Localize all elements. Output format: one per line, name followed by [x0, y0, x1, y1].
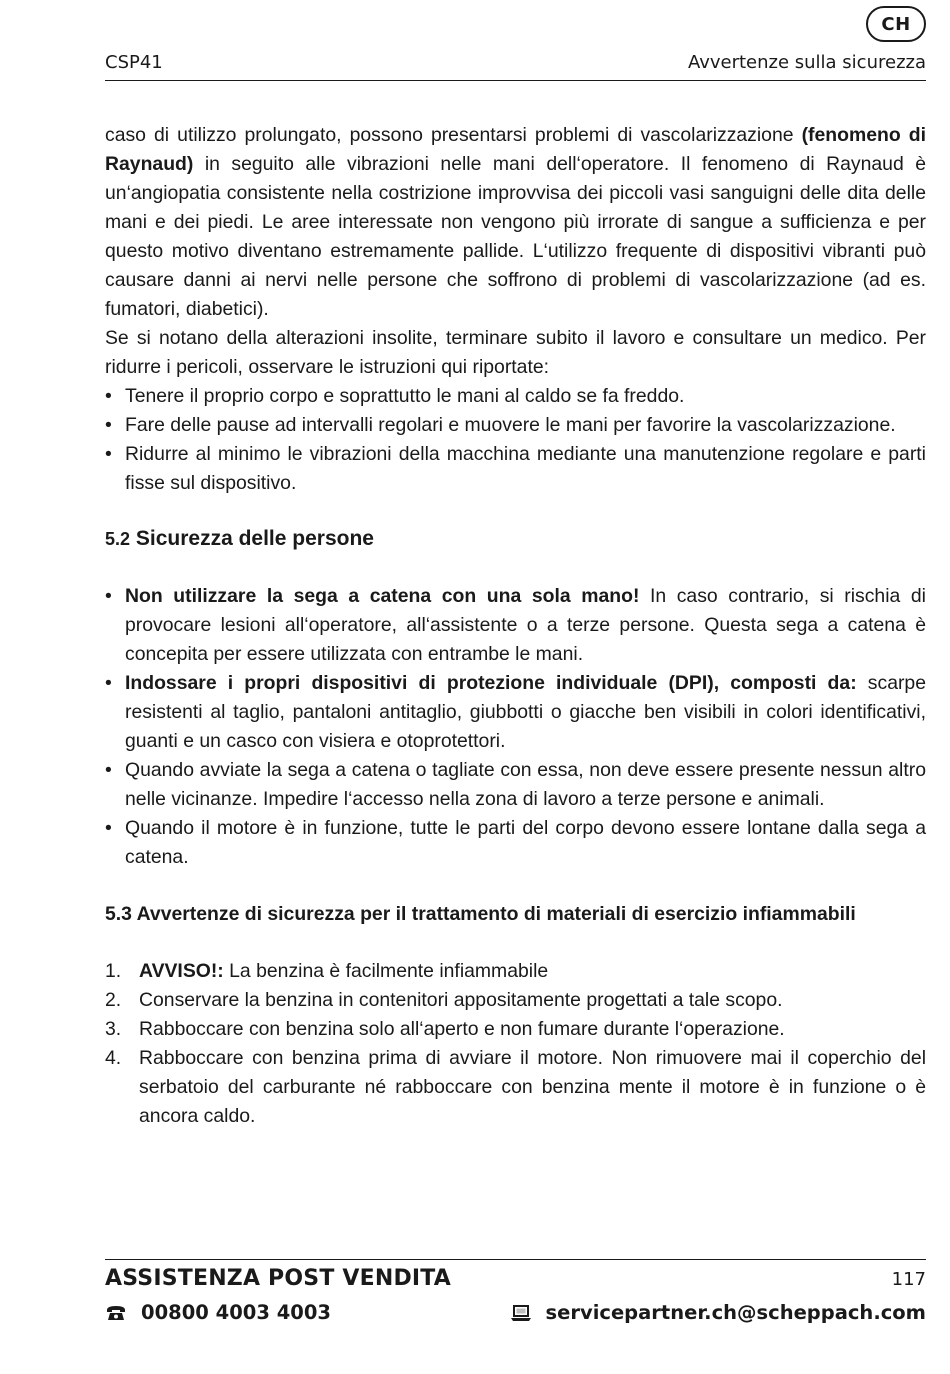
- section-title: Avvertenze sulla sicurezza: [687, 52, 926, 73]
- country-badge: [866, 6, 926, 42]
- bullet-icon: •: [105, 672, 112, 694]
- page-footer: [105, 1259, 926, 1324]
- bullet-icon: •: [105, 585, 112, 607]
- page-number: 117: [891, 1269, 926, 1290]
- flammable-materials-list: [105, 957, 926, 1131]
- list-item: 2. Conservare la benzina in contenitori appositamente progettati a tale scopo.: [105, 989, 783, 1011]
- list-item: 1. AVVISO!: La benzina è facilmente infiammabile: [105, 960, 549, 982]
- main-content: [105, 121, 926, 1131]
- phone-number[interactable]: 00800 4003 4003: [141, 1301, 331, 1324]
- section-heading-5-3: 5.3 Avvertenze di sicurezza per il trattamento di materiali di esercizio infiammabili: [105, 903, 856, 925]
- list-item: 3. Rabboccare con benzina solo all‘aperto e non fumare durante l‘operazione.: [105, 1018, 785, 1040]
- list-item: • Fare delle pause ad intervalli regolari e muovere le mani per favorire la vascolarizzazione.: [105, 411, 926, 440]
- intro-paragraph-1: caso di utilizzo prolungato, possono presentarsi problemi di vascolarizzazione (fenomeno di Raynaud) in seguito alle vibrazioni nelle mani dell‘operatore. Il fenomeno di Raynaud è un‘angiopatia consistente nella costrizione improvvisa dei piccoli vasi sanguigni delle dita delle mani e dei piedi. Le aree interessate non vengono più irrorate di sangue a sufficienza e per questo motivo diventano estremamente pallide. L‘utilizzo frequente di dispositivi vibranti può causare danni ai nervi nelle persone che soffrono di problemi di vascolarizzazione (ad es. fumatori, diabetici).: [105, 124, 926, 320]
- intro-bullet-list: [105, 382, 926, 498]
- bullet-icon: •: [105, 385, 112, 407]
- bullet-icon: •: [105, 817, 112, 839]
- model-name: CSP41: [105, 52, 163, 73]
- bullet-icon: •: [105, 443, 112, 465]
- email-contact: [510, 1301, 926, 1324]
- computer-icon: [510, 1304, 532, 1322]
- phone-contact: [105, 1301, 331, 1324]
- service-title: ASSISTENZA POST VENDITA: [105, 1266, 452, 1291]
- list-item: • Non utilizzare la sega a catena con una sola mano! In caso contrario, si rischia di provocare lesioni all‘operatore, all‘assistente o a terze persone. Questa sega a catena è concepita per essere utilizzata con entrambe le mani.: [105, 582, 926, 669]
- email-address[interactable]: servicepartner.ch@scheppach.com: [545, 1301, 926, 1324]
- list-item: • Tenere il proprio corpo e soprattutto le mani al caldo se fa freddo.: [105, 382, 926, 411]
- list-item: • Indossare i propri dispositivi di protezione individuale (DPI), composti da: scarpe resistenti al taglio, pantaloni antitaglio, giubbotti o giacche ben visibili in colori identificativi, guanti e un casco con visiera e otoprotettori.: [105, 669, 926, 756]
- section-heading-5-2: 5.2 Sicurezza delle persone: [105, 527, 374, 550]
- intro-paragraph-2: Se si notano della alterazioni insolite, terminare subito il lavoro e consultare un medico. Per ridurre i pericoli, osservare le istruzioni qui riportate:: [105, 327, 926, 378]
- list-item: • Ridurre al minimo le vibrazioni della macchina mediante una manutenzione regolare e parti fisse sul dispositivo.: [105, 440, 926, 498]
- country-code: CH: [881, 13, 911, 35]
- list-item: • Quando avviate la sega a catena o tagliate con essa, non deve essere presente nessun altro nelle vicinanze. Impedire l‘accesso nella zona di lavoro a terze persone e animali.: [105, 756, 926, 814]
- page-header: [105, 52, 926, 81]
- bullet-icon: •: [105, 414, 112, 436]
- list-item: • Quando il motore è in funzione, tutte le parti del corpo devono essere lontane dalla sega a catena.: [105, 814, 926, 872]
- bullet-icon: •: [105, 759, 112, 781]
- list-item: 4. Rabboccare con benzina prima di avviare il motore. Non rimuovere mai il coperchio del serbatoio del carburante né rabboccare con benzina mente il motore è in funzione o è ancora caldo.: [105, 1047, 926, 1127]
- telephone-icon: [105, 1304, 127, 1322]
- persons-safety-list: [105, 582, 926, 872]
